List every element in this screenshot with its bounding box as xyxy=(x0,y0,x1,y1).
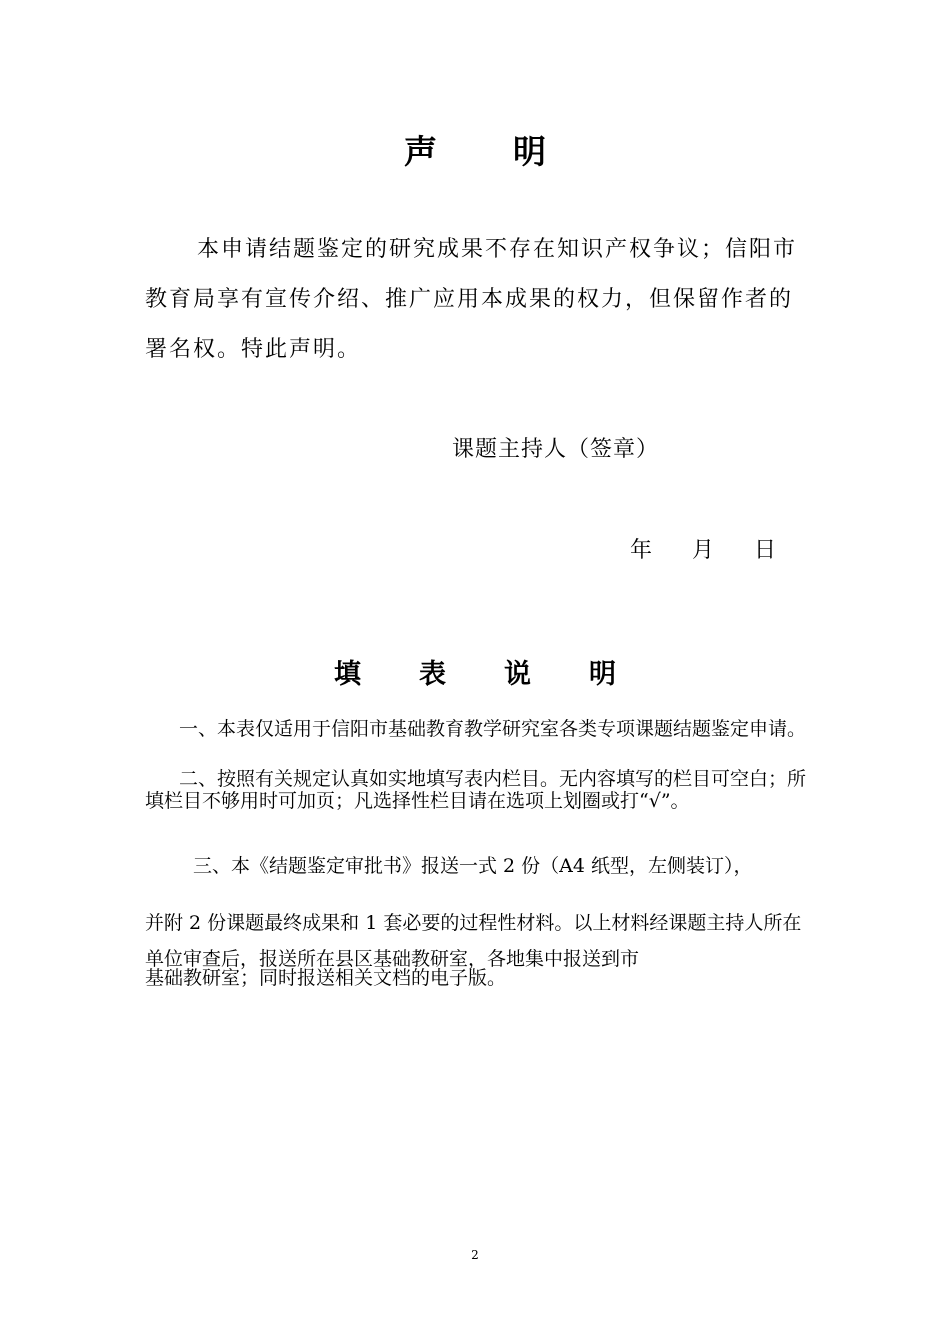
instruction-item-2: 二、按照有关规定认真如实地填写表内栏目。无内容填写的栏目可空白；所填栏目不够用时可加页；凡选择性栏目请在选项上划圈或打“√”。 xyxy=(145,768,807,812)
date-line xyxy=(630,533,816,564)
date-day: 日 xyxy=(754,538,777,563)
instruction-item-3-line-2: 并附 2 份课题最终成果和 1 套必要的过程性材料。以上材料经课题主持人所在单位审查后，报送所在县区基础教研室，各地集中报送到市 xyxy=(145,912,802,970)
instruction-item-1: 一、本表仅适用于信阳市基础教育教学研究室各类专项课题结题鉴定申请。 xyxy=(179,718,807,740)
instructions-title: 填表说明 xyxy=(334,659,674,690)
date-month: 月 xyxy=(692,538,715,563)
declaration-body: 本申请结题鉴定的研究成果不存在知识产权争议；信阳市教育局享有宣传介绍、推广应用本成果的权力，但保留作者的署名权。特此声明。 xyxy=(145,237,798,362)
date-year: 年 xyxy=(630,538,653,563)
page-number: 2 xyxy=(471,1248,479,1262)
instruction-item-3-line-1: 三、本《结题鉴定审批书》报送一式 2 份（A4 纸型，左侧装订）， xyxy=(193,855,753,877)
instruction-item-3-line-3: 基础教研室；同时报送相关文档的电子版。 xyxy=(145,967,507,989)
declaration-title: 声明 xyxy=(404,132,622,171)
signer-label: 课题主持人（签章） xyxy=(452,437,660,462)
